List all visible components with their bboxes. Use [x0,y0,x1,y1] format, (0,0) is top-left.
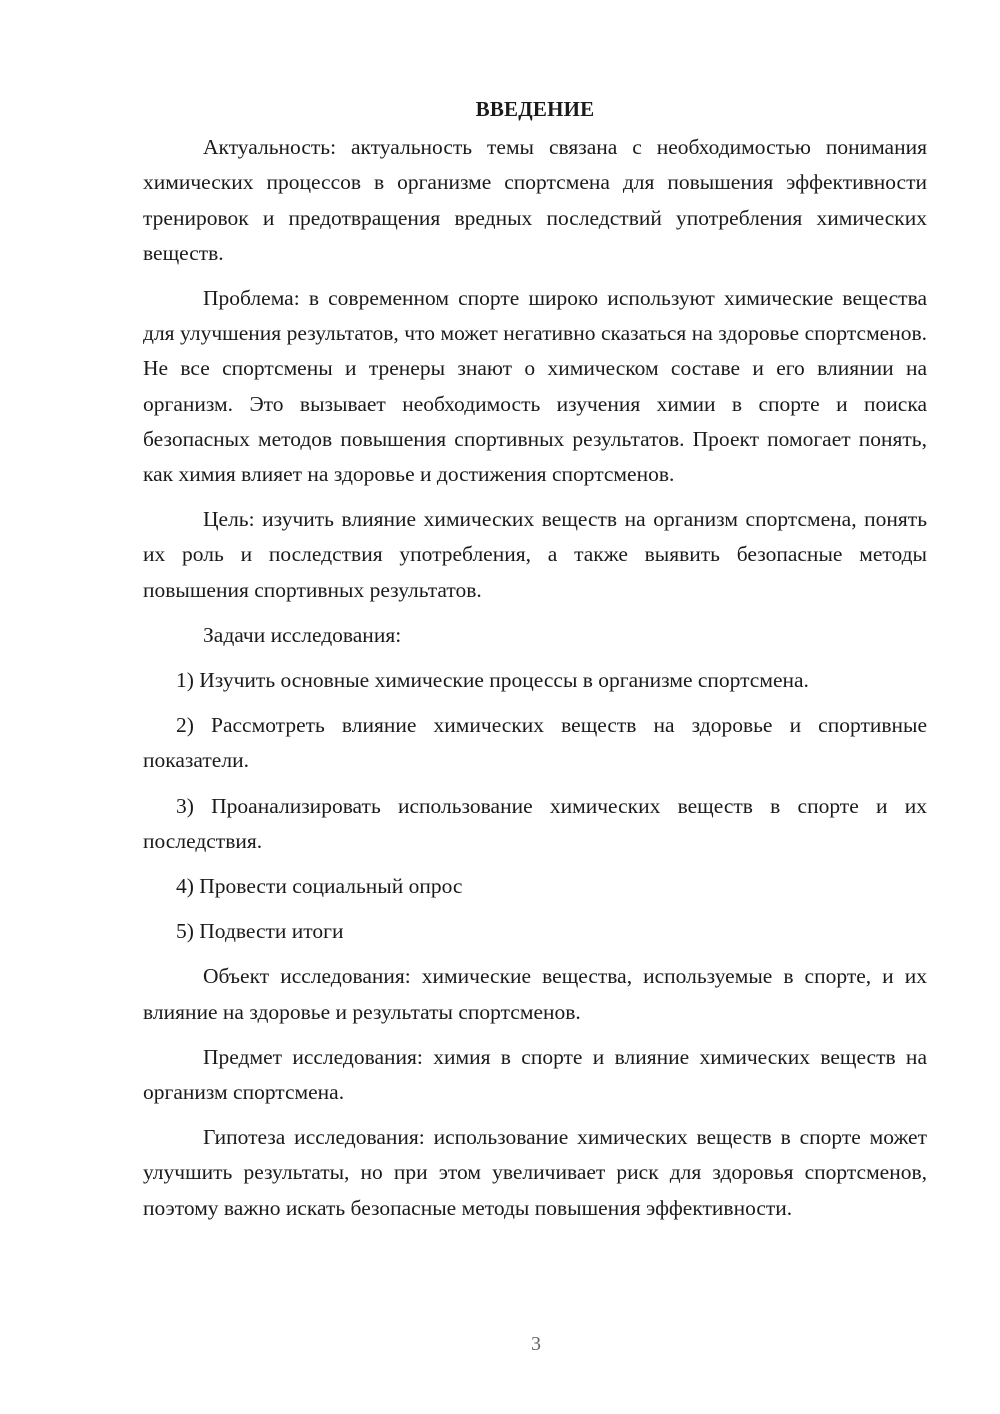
task-item: 5) Подвести итоги [176,919,344,944]
page-number: 3 [531,1333,541,1355]
section-title: ВВЕДЕНИЕ [475,97,595,121]
tasks-heading: Задачи исследования: [203,622,402,647]
problem-paragraph: Проблема: в современном спорте широко используют химические вещества для улучшения результатов, что может негативно сказаться на здоровье спортсменов. Не все спортсмены и тренеры знают о химическом составе и его влиянии на организм. Это вызывает необходимость изучения химии в спорте и поиска безопасных методов повышения спортивных результатов. Проект помогает понять, как химия влияет на здоровье и достижения спортсменов. [143,286,927,487]
task-item: 4) Провести социальный опрос [176,874,463,899]
relevance-paragraph: Актуальность: актуальность темы связана с необходимостью понимания химических процессов в организме спортсмена для повышения эффективности тренировок и предотвращения вредных последствий употребления химических веществ. [143,135,927,265]
task-item: 3) Проанализировать использование химических веществ в спорте и их последствия. [143,793,927,853]
goal-paragraph: Цель: изучить влияние химических веществ на организм спортсмена, понять их роль и последствия употребления, а также выявить безопасные методы повышения спортивных результатов. [143,507,927,602]
subject-paragraph: Предмет исследования: химия в спорте и влияние химических веществ на организм спортсмена. [143,1044,927,1105]
hypothesis-paragraph: Гипотеза исследования: использование химических веществ в спорте может улучшить результаты, но при этом увеличивает риск для здоровья спортсменов, поэтому важно искать безопасные методы повышения эффективности. [143,1125,927,1220]
document-body [143,92,927,1236]
object-paragraph: Объект исследования: химические вещества, используемые в спорте, и их влияние на здоровье и результаты спортсменов. [143,964,927,1024]
task-item: 1) Изучить основные химические процессы в организме спортсмена. [176,668,809,693]
task-item: 2) Рассмотреть влияние химических веществ на здоровье и спортивные показатели. [143,713,927,773]
